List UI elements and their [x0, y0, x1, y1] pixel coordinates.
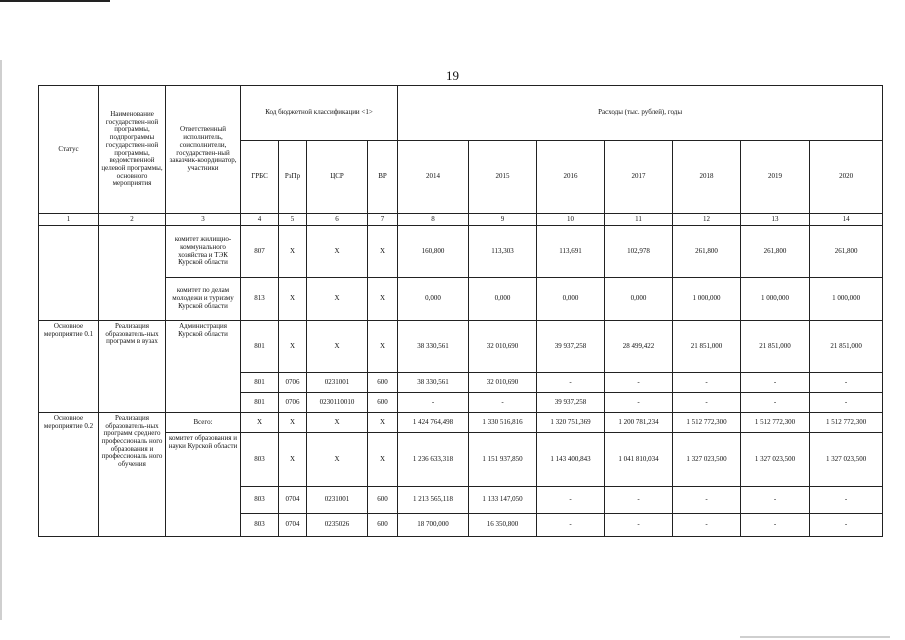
- column-number-row: [39, 214, 883, 226]
- rzpr-cell: 0704: [279, 487, 307, 514]
- csr-cell: 0230110010: [307, 393, 368, 413]
- status-cell: [39, 226, 99, 321]
- grbs-cell: 801: [241, 393, 279, 413]
- value-cell: -: [537, 373, 605, 393]
- value-cell: 38 330,561: [398, 321, 469, 373]
- csr-cell: 0231001: [307, 487, 368, 514]
- table-row: [39, 226, 883, 278]
- column-number: 10: [537, 214, 605, 226]
- header-executor: Ответственный исполнитель, соисполнители, государствен-ный заказчик-координатор, участники: [166, 86, 241, 214]
- column-number: 6: [307, 214, 368, 226]
- value-cell: -: [605, 487, 673, 514]
- value-cell: -: [605, 373, 673, 393]
- page-number: 19: [446, 68, 459, 83]
- grbs-cell: 803: [241, 514, 279, 537]
- executor-cell: Администрация Курской области: [166, 321, 241, 413]
- status-cell: Основное мероприятие 0.2: [39, 413, 99, 537]
- column-number: 14: [810, 214, 883, 226]
- value-cell: 1 200 781,234: [605, 413, 673, 433]
- column-number: 13: [741, 214, 810, 226]
- value-cell: -: [741, 393, 810, 413]
- scan-edge-line: [0, 60, 2, 620]
- csr-cell: 0235026: [307, 514, 368, 537]
- header-year: 2020: [810, 141, 883, 214]
- value-cell: 102,978: [605, 226, 673, 278]
- value-cell: 21 851,000: [673, 321, 741, 373]
- value-cell: 1 151 937,850: [469, 433, 537, 487]
- header-year: 2018: [673, 141, 741, 214]
- value-cell: 113,303: [469, 226, 537, 278]
- executor-cell: Всего:: [166, 413, 241, 433]
- vr-cell: X: [368, 321, 398, 373]
- value-cell: 18 700,000: [398, 514, 469, 537]
- csr-cell: X: [307, 433, 368, 487]
- executor-cell: комитет образования и науки Курской области: [166, 433, 241, 537]
- grbs-cell: 807: [241, 226, 279, 278]
- value-cell: 1 327 023,500: [741, 433, 810, 487]
- value-cell: -: [673, 514, 741, 537]
- value-cell: -: [810, 487, 883, 514]
- value-cell: 1 000,000: [810, 278, 883, 321]
- rzpr-cell: X: [279, 433, 307, 487]
- rzpr-cell: X: [279, 226, 307, 278]
- column-number: 4: [241, 214, 279, 226]
- value-cell: -: [537, 487, 605, 514]
- grbs-cell: 813: [241, 278, 279, 321]
- value-cell: -: [741, 514, 810, 537]
- header-year: 2019: [741, 141, 810, 214]
- name-cell: Реализация образователь-ных программ в вузах: [99, 321, 166, 413]
- csr-cell: X: [307, 321, 368, 373]
- value-cell: 113,691: [537, 226, 605, 278]
- value-cell: 1 143 400,843: [537, 433, 605, 487]
- value-cell: 21 851,000: [741, 321, 810, 373]
- value-cell: 39 937,258: [537, 321, 605, 373]
- vr-cell: X: [368, 226, 398, 278]
- column-number: 1: [39, 214, 99, 226]
- value-cell: -: [741, 373, 810, 393]
- header-year: 2017: [605, 141, 673, 214]
- vr-cell: X: [368, 433, 398, 487]
- value-cell: -: [741, 487, 810, 514]
- rzpr-cell: X: [279, 321, 307, 373]
- column-number: 5: [279, 214, 307, 226]
- value-cell: 1 512 772,300: [810, 413, 883, 433]
- executor-cell: комитет по делам молодежи и туризму Курской области: [166, 278, 241, 321]
- grbs-cell: X: [241, 413, 279, 433]
- value-cell: -: [810, 514, 883, 537]
- value-cell: 0,000: [469, 278, 537, 321]
- vr-cell: 600: [368, 393, 398, 413]
- scan-edge-line: [0, 0, 110, 2]
- value-cell: -: [673, 393, 741, 413]
- table-row: [39, 278, 883, 321]
- value-cell: 261,800: [810, 226, 883, 278]
- value-cell: 39 937,258: [537, 393, 605, 413]
- header-grbs: ГРБС: [241, 141, 279, 214]
- budget-table: [38, 85, 883, 537]
- rzpr-cell: 0706: [279, 373, 307, 393]
- value-cell: 1 512 772,300: [741, 413, 810, 433]
- header-expenses-group: Расходы (тыс. рублей), годы: [398, 86, 883, 141]
- rzpr-cell: 0706: [279, 393, 307, 413]
- header-code-group: Код бюджетной классификации <1>: [241, 86, 398, 141]
- value-cell: -: [673, 487, 741, 514]
- table-row: [39, 433, 883, 487]
- vr-cell: X: [368, 413, 398, 433]
- status-cell: Основное мероприятие 0.1: [39, 321, 99, 413]
- value-cell: 1 424 764,498: [398, 413, 469, 433]
- column-number: 2: [99, 214, 166, 226]
- value-cell: 1 041 810,034: [605, 433, 673, 487]
- value-cell: 0,000: [398, 278, 469, 321]
- value-cell: 261,800: [673, 226, 741, 278]
- header-name: Наименование государствен-ной программы, подпрограммы государствен-ной программы, ведомственной целевой программы, основного мероприятия: [99, 86, 166, 214]
- value-cell: -: [605, 393, 673, 413]
- value-cell: 1 236 633,318: [398, 433, 469, 487]
- value-cell: 32 010,690: [469, 321, 537, 373]
- value-cell: -: [673, 373, 741, 393]
- name-cell: [99, 226, 166, 321]
- csr-cell: X: [307, 413, 368, 433]
- value-cell: 0,000: [537, 278, 605, 321]
- column-number: 8: [398, 214, 469, 226]
- value-cell: 1 000,000: [741, 278, 810, 321]
- value-cell: -: [398, 393, 469, 413]
- vr-cell: 600: [368, 514, 398, 537]
- value-cell: -: [469, 393, 537, 413]
- value-cell: -: [810, 393, 883, 413]
- table-row: [39, 413, 883, 433]
- header-year: 2015: [469, 141, 537, 214]
- executor-cell: комитет жилищно-коммунального хозяйства и ТЭК Курской области: [166, 226, 241, 278]
- value-cell: 0,000: [605, 278, 673, 321]
- header-year: 2014: [398, 141, 469, 214]
- value-cell: 28 499,422: [605, 321, 673, 373]
- grbs-cell: 801: [241, 373, 279, 393]
- grbs-cell: 801: [241, 321, 279, 373]
- csr-cell: X: [307, 278, 368, 321]
- value-cell: 1 330 516,816: [469, 413, 537, 433]
- column-number: 9: [469, 214, 537, 226]
- column-number: 12: [673, 214, 741, 226]
- value-cell: 1 320 751,369: [537, 413, 605, 433]
- column-number: 11: [605, 214, 673, 226]
- value-cell: 1 327 023,500: [673, 433, 741, 487]
- value-cell: 1 133 147,050: [469, 487, 537, 514]
- header-csr: ЦСР: [307, 141, 368, 214]
- header-year: 2016: [537, 141, 605, 214]
- csr-cell: 0231001: [307, 373, 368, 393]
- column-number: 7: [368, 214, 398, 226]
- value-cell: 160,800: [398, 226, 469, 278]
- vr-cell: 600: [368, 487, 398, 514]
- column-number: 3: [166, 214, 241, 226]
- value-cell: 1 213 565,118: [398, 487, 469, 514]
- header-row: [39, 86, 883, 141]
- grbs-cell: 803: [241, 433, 279, 487]
- header-status: Статус: [39, 86, 99, 214]
- value-cell: -: [605, 514, 673, 537]
- vr-cell: 600: [368, 373, 398, 393]
- value-cell: -: [537, 514, 605, 537]
- name-cell: Реализация образователь-ных программ среднего профессиональ ного образования и профессиональ ного обучения: [99, 413, 166, 537]
- csr-cell: X: [307, 226, 368, 278]
- value-cell: 38 330,561: [398, 373, 469, 393]
- value-cell: 261,800: [741, 226, 810, 278]
- value-cell: 1 327 023,500: [810, 433, 883, 487]
- header-rzpr: РзПр: [279, 141, 307, 214]
- grbs-cell: 803: [241, 487, 279, 514]
- table-row: [39, 321, 883, 373]
- rzpr-cell: X: [279, 413, 307, 433]
- value-cell: 1 512 772,300: [673, 413, 741, 433]
- value-cell: 16 350,800: [469, 514, 537, 537]
- value-cell: 1 000,000: [673, 278, 741, 321]
- rzpr-cell: 0704: [279, 514, 307, 537]
- rzpr-cell: X: [279, 278, 307, 321]
- header-vr: ВР: [368, 141, 398, 214]
- value-cell: 32 010,690: [469, 373, 537, 393]
- value-cell: -: [810, 373, 883, 393]
- scan-edge-line: [740, 636, 890, 638]
- vr-cell: X: [368, 278, 398, 321]
- value-cell: 21 851,000: [810, 321, 883, 373]
